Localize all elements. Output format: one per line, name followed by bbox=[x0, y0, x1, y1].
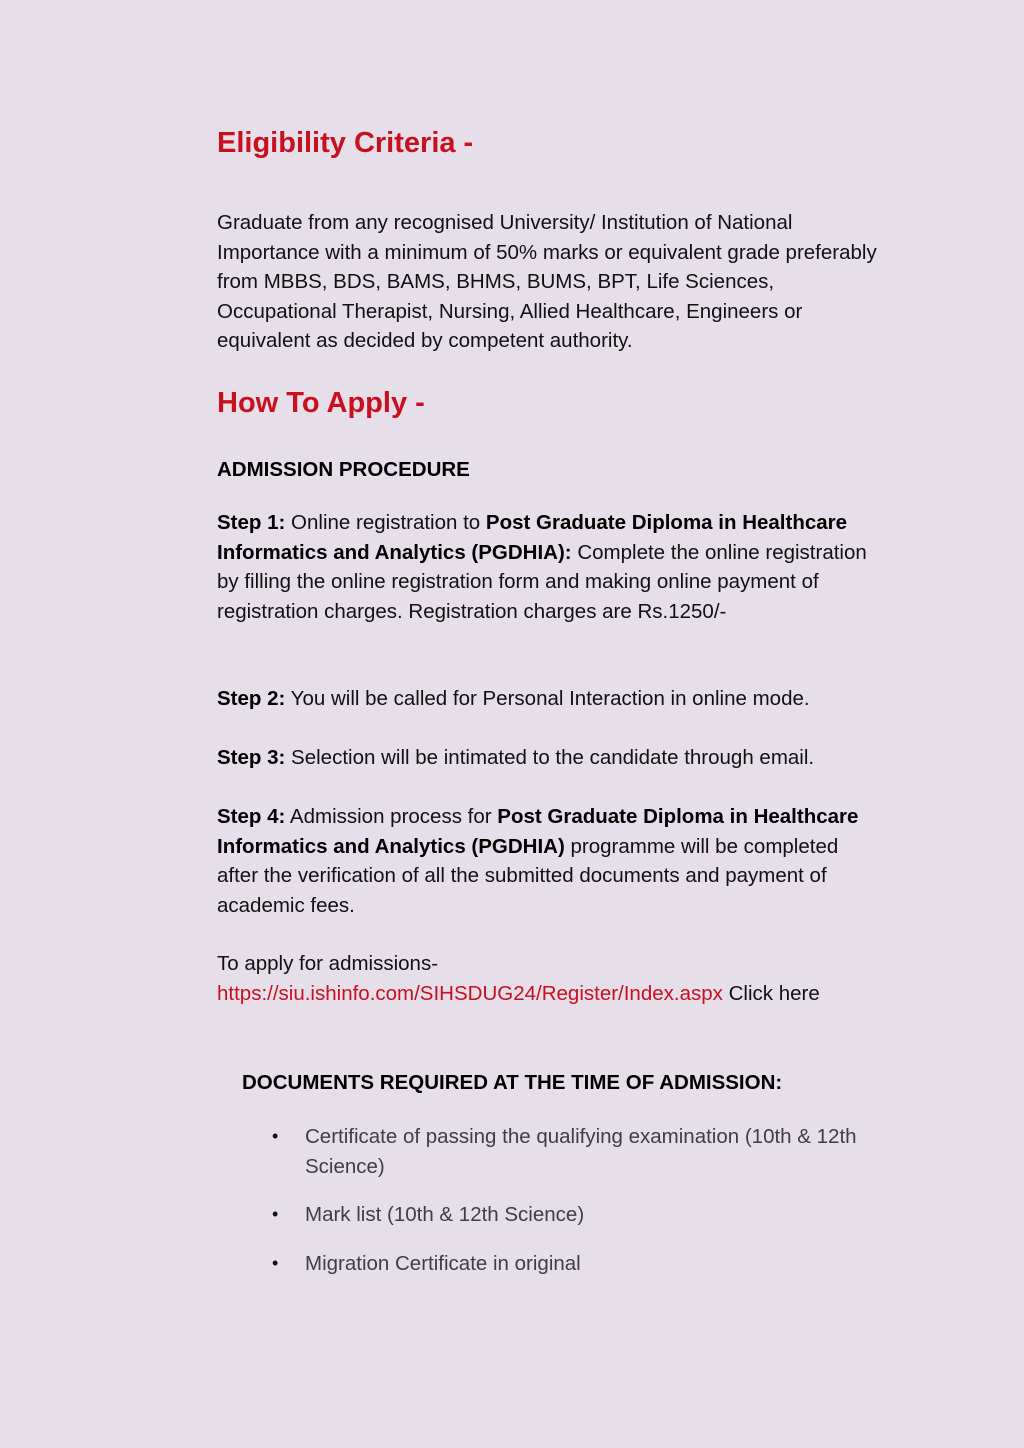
documents-list bbox=[217, 1122, 877, 1297]
bullet-icon: • bbox=[272, 1126, 279, 1146]
admission-procedure-subheading: ADMISSION PROCEDURE bbox=[217, 458, 470, 481]
document-item-text: Certificate of passing the qualifying examination (10th & 12th Science) bbox=[305, 1125, 857, 1178]
step-3-text: Selection will be intimated to the candidate through email. bbox=[285, 746, 815, 769]
step-4-label: Step 4: bbox=[217, 805, 286, 828]
step-4-program-name: Post Graduate Diploma in Healthcare Informatics and Analytics (PGDHIA) bbox=[217, 805, 859, 858]
apply-paragraph bbox=[217, 949, 877, 1008]
step-2-label: Step 2: bbox=[217, 687, 286, 710]
step-1-text-a: Online registration to bbox=[285, 511, 486, 534]
step-4-paragraph bbox=[217, 802, 877, 920]
step-4-text-a: Admission process for bbox=[285, 805, 498, 828]
step-1-paragraph bbox=[217, 508, 877, 626]
step-2-paragraph bbox=[217, 684, 877, 714]
documents-required-heading: DOCUMENTS REQUIRED AT THE TIME OF ADMISSION: bbox=[242, 1071, 783, 1094]
step-1-program-name: Post Graduate Diploma in Healthcare Informatics and Analytics (PGDHIA): bbox=[217, 511, 848, 564]
list-item bbox=[217, 1249, 877, 1279]
step-1-text-b: Complete the online registration by filling the online registration form and making online payment of registration charges. Registration charges are Rs.1250/- bbox=[217, 540, 867, 623]
apply-intro: To apply for admissions- bbox=[217, 952, 439, 975]
document-item-text: Mark list (10th & 12th Science) bbox=[305, 1203, 585, 1226]
click-here-text[interactable]: Click here bbox=[722, 981, 820, 1005]
list-item bbox=[217, 1122, 877, 1181]
list-item bbox=[217, 1200, 877, 1230]
step-1-label: Step 1: bbox=[217, 511, 286, 534]
step-3-label: Step 3: bbox=[217, 746, 286, 769]
step-3-paragraph bbox=[217, 743, 877, 773]
step-2-text: You will be called for Personal Interaction in online mode. bbox=[285, 687, 810, 710]
bullet-icon: • bbox=[272, 1252, 279, 1273]
registration-link[interactable]: https://siu.ishinfo.com/SIHSDUG24/Register/Index.aspx bbox=[217, 981, 723, 1005]
step-4-text-b: programme will be completed after the verification of all the submitted documents and payment of academic fees. bbox=[217, 834, 839, 917]
how-to-apply-heading: How To Apply - bbox=[217, 387, 425, 419]
bullet-icon: • bbox=[272, 1204, 279, 1224]
eligibility-text: Graduate from any recognised University/ Institution of National Importance with a minimum of 50% marks or equivalent grade preferably from MBBS, BDS, BAMS, BHMS, BUMS, BPT, Life Sciences, Occupational Therapist, Nursing, Allied Healthcare, Engineers or equivalent as decided by competent authority. bbox=[217, 211, 877, 352]
document-item-text: Migration Certificate in original bbox=[305, 1251, 581, 1275]
eligibility-heading: Eligibility Criteria - bbox=[217, 127, 474, 159]
